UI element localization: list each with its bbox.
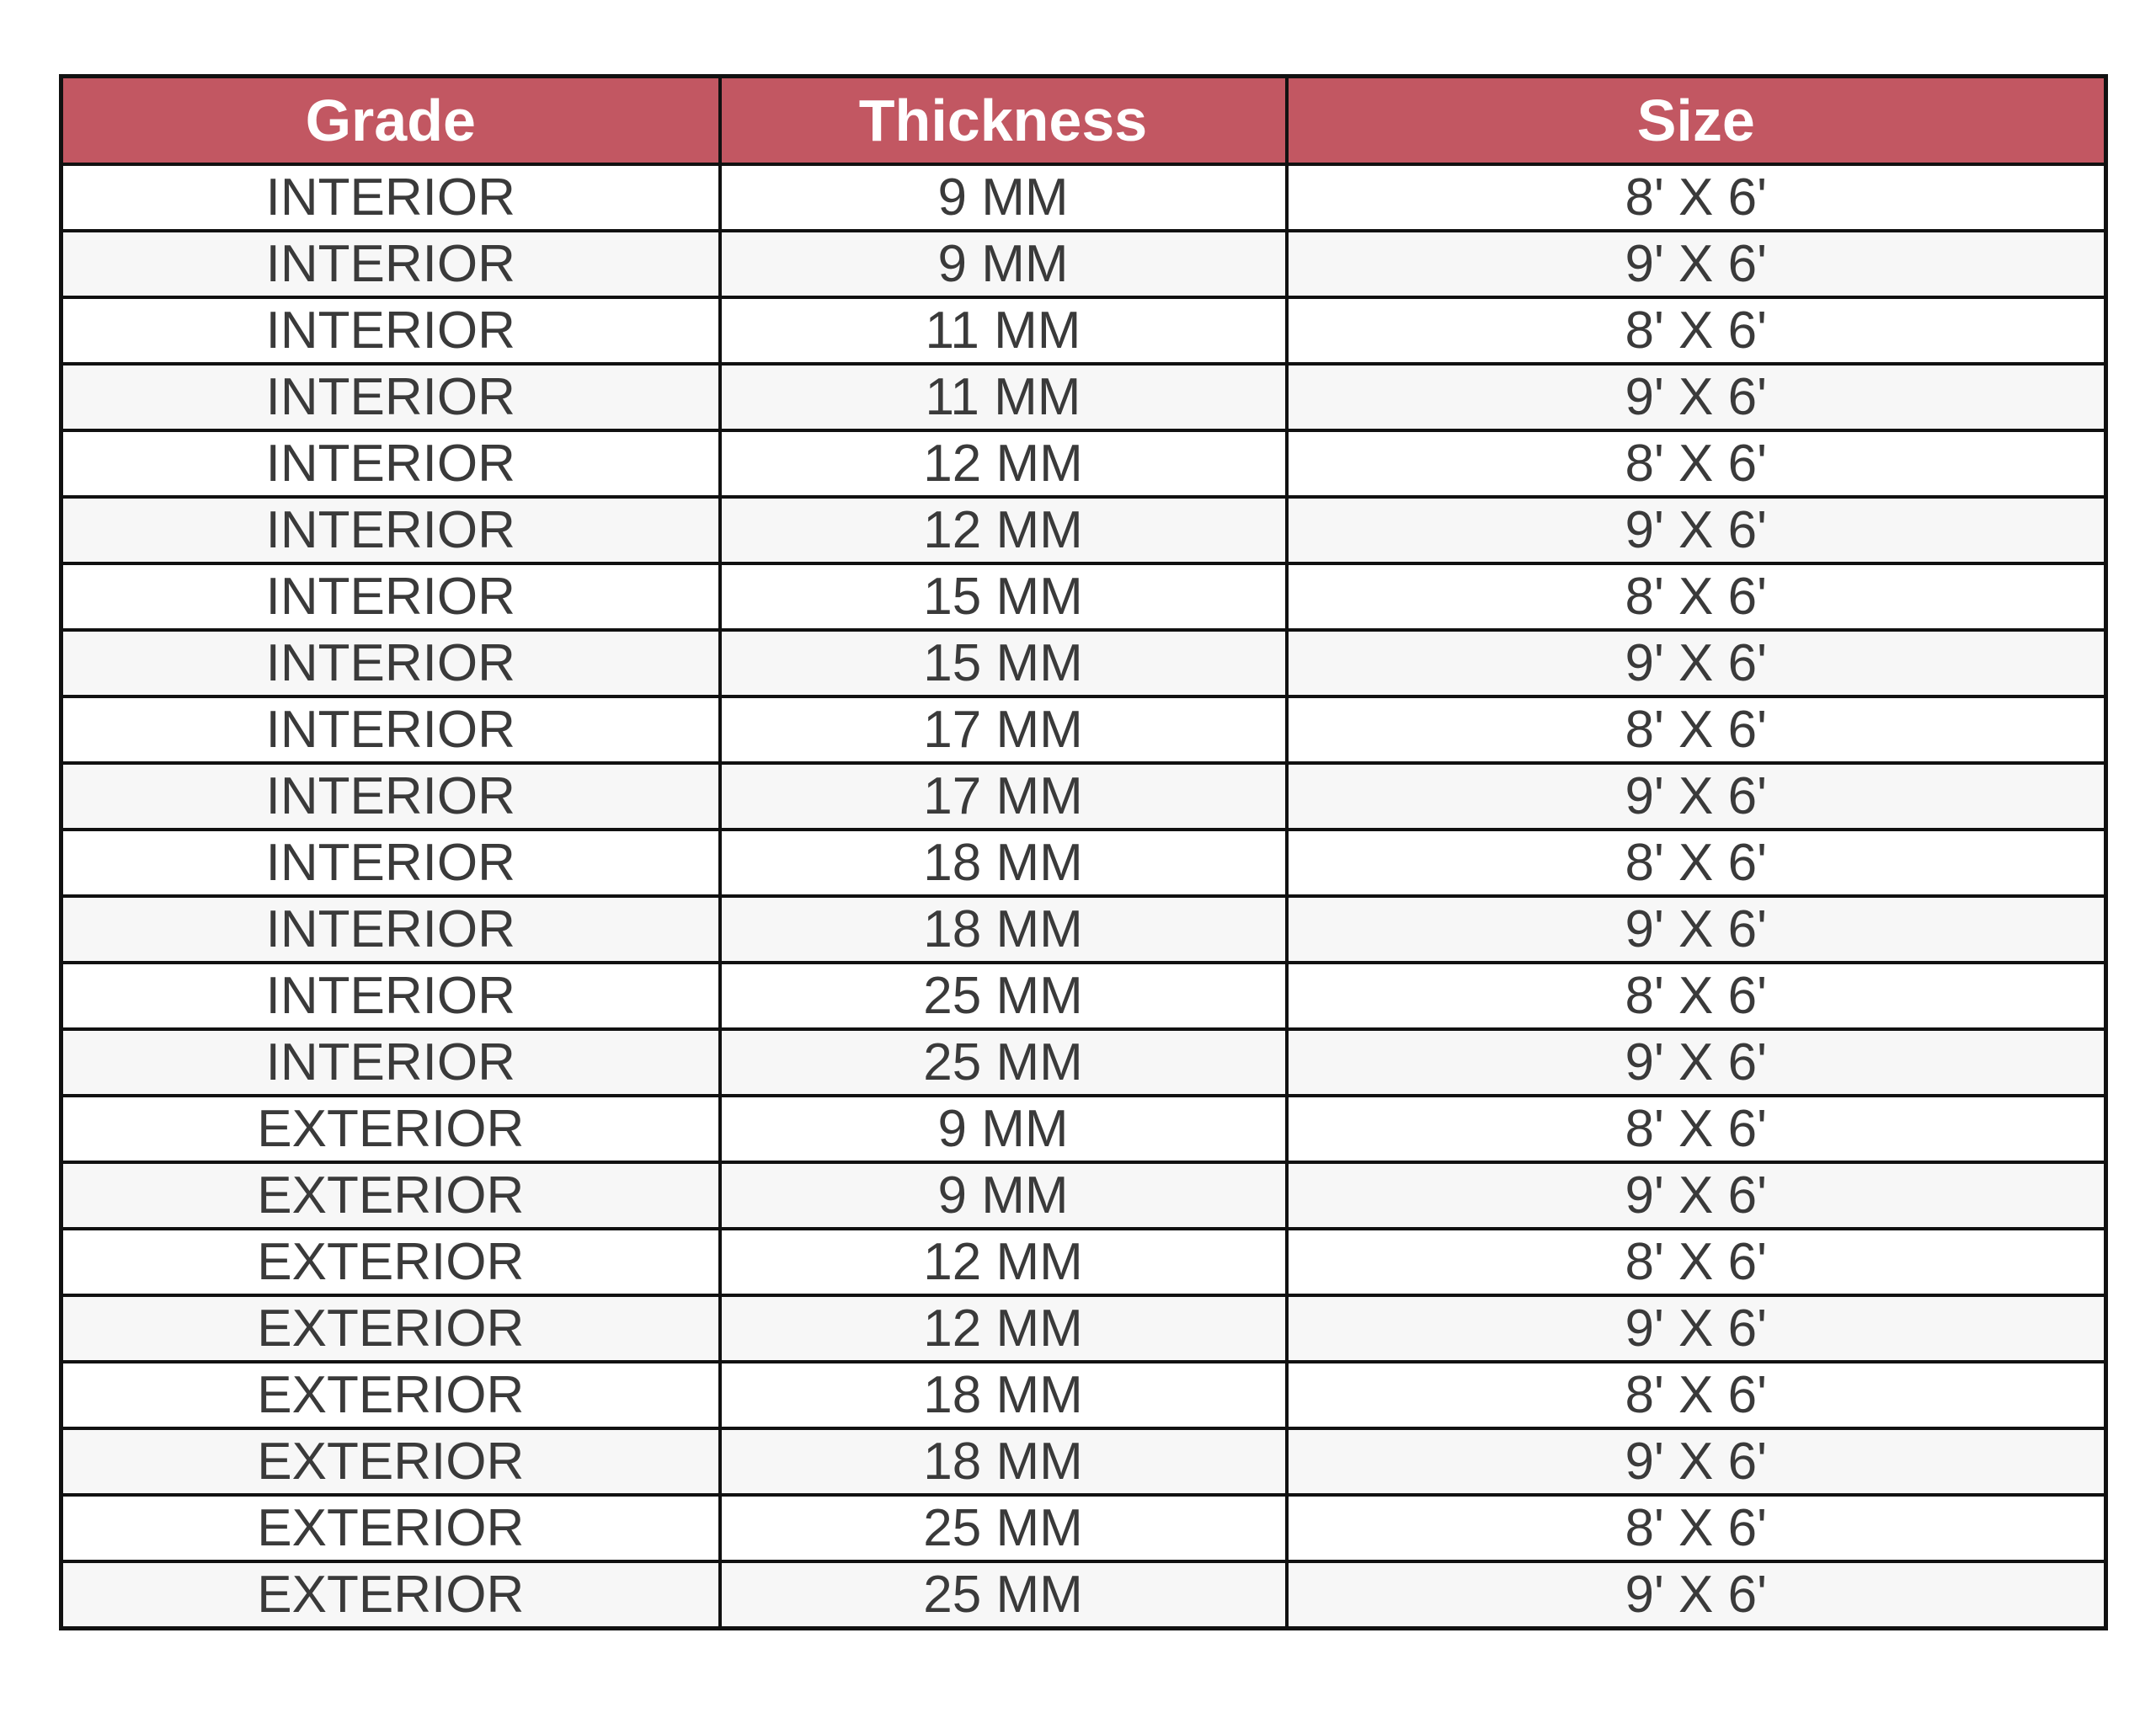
cell-grade: INTERIOR xyxy=(61,430,720,497)
cell-size: 9' X 6' xyxy=(1287,1162,2106,1229)
cell-grade: INTERIOR xyxy=(61,231,720,297)
cell-size: 9' X 6' xyxy=(1287,763,2106,830)
cell-size: 9' X 6' xyxy=(1287,231,2106,297)
cell-size: 9' X 6' xyxy=(1287,1561,2106,1629)
cell-thickness: 18 MM xyxy=(720,830,1287,896)
table-row xyxy=(61,830,2106,896)
cell-thickness: 9 MM xyxy=(720,231,1287,297)
cell-grade: INTERIOR xyxy=(61,963,720,1029)
cell-size: 9' X 6' xyxy=(1287,1428,2106,1495)
cell-thickness: 18 MM xyxy=(720,1428,1287,1495)
plywood-spec-table xyxy=(59,74,2108,1630)
cell-size: 9' X 6' xyxy=(1287,630,2106,696)
cell-size: 9' X 6' xyxy=(1287,1029,2106,1096)
cell-grade: INTERIOR xyxy=(61,696,720,763)
table-row xyxy=(61,297,2106,364)
table-row xyxy=(61,164,2106,231)
cell-thickness: 11 MM xyxy=(720,364,1287,430)
cell-size: 8' X 6' xyxy=(1287,1495,2106,1561)
table-row xyxy=(61,1229,2106,1295)
header-thickness: Thickness xyxy=(720,77,1287,165)
cell-thickness: 18 MM xyxy=(720,1362,1287,1428)
table-row xyxy=(61,430,2106,497)
cell-thickness: 15 MM xyxy=(720,630,1287,696)
cell-size: 8' X 6' xyxy=(1287,1229,2106,1295)
header-size: Size xyxy=(1287,77,2106,165)
cell-thickness: 17 MM xyxy=(720,696,1287,763)
cell-thickness: 9 MM xyxy=(720,164,1287,231)
table-row xyxy=(61,1162,2106,1229)
cell-grade: EXTERIOR xyxy=(61,1162,720,1229)
cell-grade: INTERIOR xyxy=(61,497,720,563)
cell-thickness: 9 MM xyxy=(720,1096,1287,1162)
table-row xyxy=(61,1029,2106,1096)
cell-grade: INTERIOR xyxy=(61,164,720,231)
table-row xyxy=(61,1561,2106,1629)
cell-thickness: 25 MM xyxy=(720,1561,1287,1629)
cell-grade: INTERIOR xyxy=(61,563,720,630)
table-row xyxy=(61,1295,2106,1362)
cell-grade: INTERIOR xyxy=(61,1029,720,1096)
table-row xyxy=(61,963,2106,1029)
cell-thickness: 25 MM xyxy=(720,1495,1287,1561)
cell-thickness: 17 MM xyxy=(720,763,1287,830)
table-row xyxy=(61,497,2106,563)
cell-thickness: 15 MM xyxy=(720,563,1287,630)
cell-grade: EXTERIOR xyxy=(61,1362,720,1428)
table-row xyxy=(61,763,2106,830)
table-row xyxy=(61,364,2106,430)
cell-grade: EXTERIOR xyxy=(61,1096,720,1162)
cell-size: 8' X 6' xyxy=(1287,830,2106,896)
cell-size: 8' X 6' xyxy=(1287,1362,2106,1428)
cell-size: 8' X 6' xyxy=(1287,430,2106,497)
table-row xyxy=(61,563,2106,630)
cell-grade: INTERIOR xyxy=(61,830,720,896)
cell-thickness: 12 MM xyxy=(720,497,1287,563)
cell-thickness: 9 MM xyxy=(720,1162,1287,1229)
cell-size: 9' X 6' xyxy=(1287,364,2106,430)
header-grade: Grade xyxy=(61,77,720,165)
table-row xyxy=(61,1428,2106,1495)
cell-grade: INTERIOR xyxy=(61,896,720,963)
table-row xyxy=(61,1096,2106,1162)
cell-thickness: 12 MM xyxy=(720,1229,1287,1295)
cell-thickness: 11 MM xyxy=(720,297,1287,364)
table-header xyxy=(61,77,2106,165)
cell-size: 8' X 6' xyxy=(1287,1096,2106,1162)
cell-grade: EXTERIOR xyxy=(61,1428,720,1495)
cell-size: 8' X 6' xyxy=(1287,297,2106,364)
cell-thickness: 25 MM xyxy=(720,1029,1287,1096)
cell-size: 9' X 6' xyxy=(1287,497,2106,563)
table-row xyxy=(61,1495,2106,1561)
cell-size: 9' X 6' xyxy=(1287,896,2106,963)
table-row xyxy=(61,231,2106,297)
cell-grade: EXTERIOR xyxy=(61,1561,720,1629)
cell-thickness: 12 MM xyxy=(720,430,1287,497)
cell-thickness: 25 MM xyxy=(720,963,1287,1029)
cell-size: 8' X 6' xyxy=(1287,696,2106,763)
table-body xyxy=(61,164,2106,1629)
table-row xyxy=(61,896,2106,963)
cell-thickness: 18 MM xyxy=(720,896,1287,963)
table-row xyxy=(61,696,2106,763)
cell-grade: INTERIOR xyxy=(61,364,720,430)
cell-size: 8' X 6' xyxy=(1287,963,2106,1029)
cell-size: 9' X 6' xyxy=(1287,1295,2106,1362)
cell-grade: EXTERIOR xyxy=(61,1495,720,1561)
cell-grade: INTERIOR xyxy=(61,763,720,830)
cell-grade: INTERIOR xyxy=(61,297,720,364)
cell-thickness: 12 MM xyxy=(720,1295,1287,1362)
table-row xyxy=(61,1362,2106,1428)
cell-grade: EXTERIOR xyxy=(61,1229,720,1295)
cell-size: 8' X 6' xyxy=(1287,164,2106,231)
cell-size: 8' X 6' xyxy=(1287,563,2106,630)
cell-grade: EXTERIOR xyxy=(61,1295,720,1362)
table-row xyxy=(61,630,2106,696)
cell-grade: INTERIOR xyxy=(61,630,720,696)
header-row xyxy=(61,77,2106,165)
